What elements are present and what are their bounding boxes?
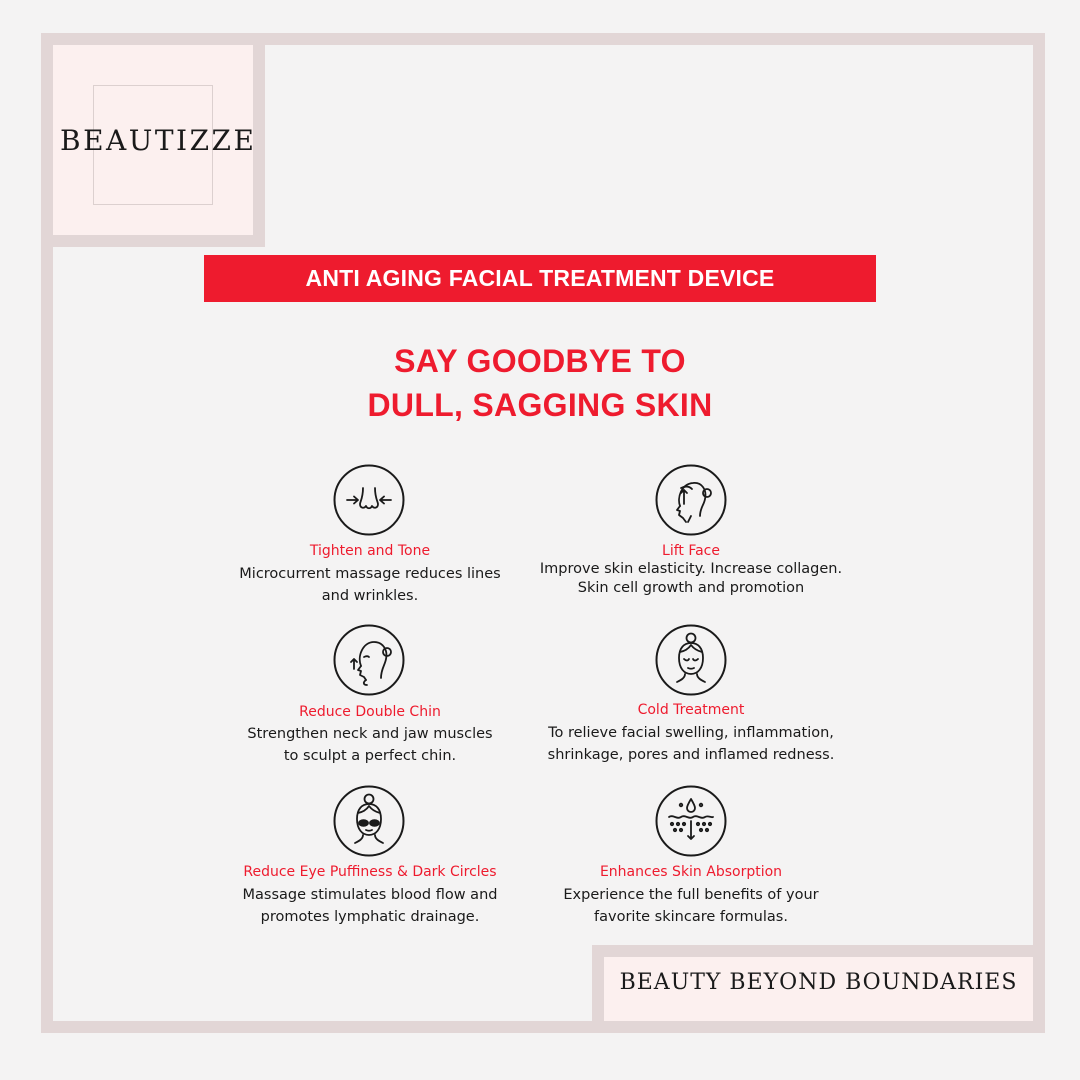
feature-desc-double-chin-2: to sculpt a perfect chin. [283,748,457,764]
tighten-arrows-icon [333,464,405,536]
eye-patches-icon [333,785,405,857]
brand-logo: BEAUTIZZE [60,124,257,157]
skin-absorption-icon [655,785,727,857]
feature-title-lift: Lift Face [662,543,720,559]
brand-tagline: BEAUTY BEYOND BOUNDARIES [619,970,1018,995]
feature-desc-tighten-2: and wrinkles. [321,588,419,604]
feature-desc-tighten-1: Microcurrent massage reduces lines [239,566,501,582]
feature-desc-absorption-1: Experience the full benefits of your [563,887,819,903]
cold-face-icon [655,624,727,696]
feature-title-tighten: Tighten and Tone [309,543,431,559]
feature-desc-eye-2: promotes lymphatic drainage. [260,909,480,925]
headline-line-2: DULL, SAGGING SKIN [367,387,713,423]
feature-desc-lift-1: Improve skin elasticity. Increase collagen. [539,561,843,577]
face-lift-icon [655,464,727,536]
product-banner: ANTI AGING FACIAL TREATMENT DEVICE [204,255,876,302]
feature-title-absorption: Enhances Skin Absorption [599,864,783,880]
feature-desc-cold-2: shrinkage, pores and inflamed redness. [547,747,835,763]
feature-desc-absorption-2: favorite skincare formulas. [594,909,788,925]
feature-desc-double-chin-1: Strengthen neck and jaw muscles [247,726,493,742]
headline-line-1: SAY GOODBYE TO [394,343,686,379]
double-chin-icon [333,624,405,696]
feature-title-eye: Reduce Eye Puffiness & Dark Circles [243,864,497,880]
feature-title-cold: Cold Treatment [637,702,745,718]
feature-title-double-chin: Reduce Double Chin [299,704,441,720]
feature-desc-lift-2: Skin cell growth and promotion [577,580,805,596]
feature-desc-eye-1: Massage stimulates blood flow and [242,887,498,903]
feature-desc-cold-1: To relieve facial swelling, inflammation, [548,725,834,741]
